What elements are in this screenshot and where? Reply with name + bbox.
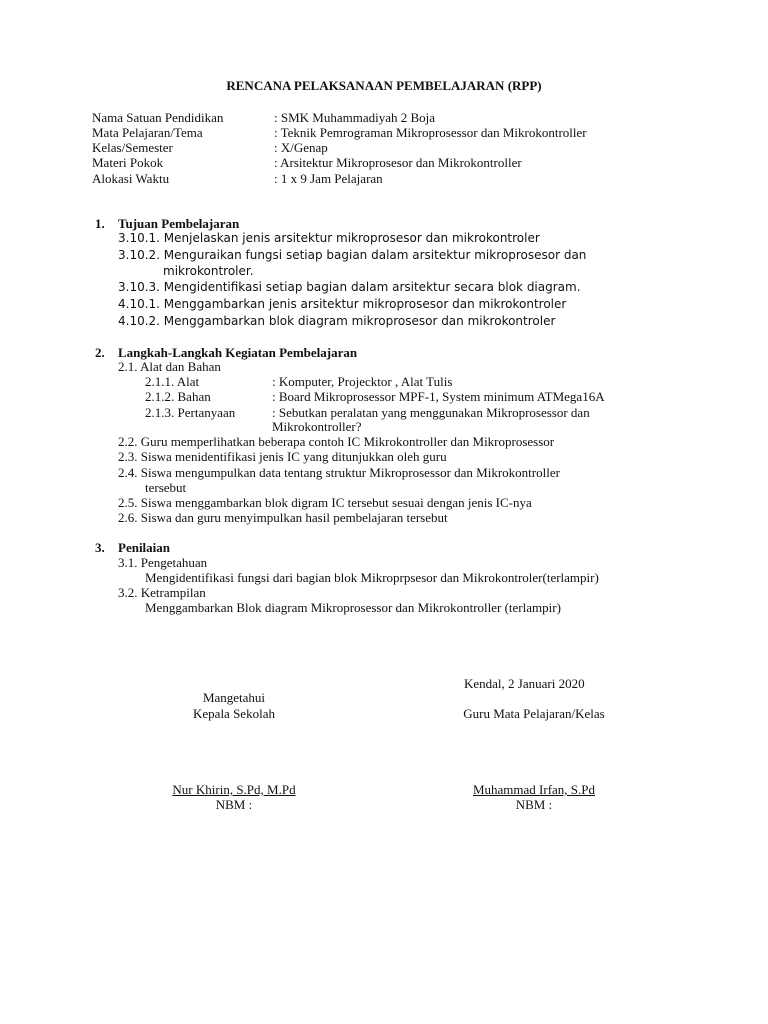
section-number: 2. bbox=[95, 345, 105, 360]
identity-value: : SMK Muhammadiyah 2 Boja bbox=[274, 110, 436, 125]
section-number: 1. bbox=[95, 216, 105, 231]
assessment-text: Menggambarkan Blok diagram Mikroprosessor dan Mikrokontroller (terlampir) bbox=[145, 600, 561, 615]
tool-value: : Komputer, Projecktor , Alat Tulis bbox=[272, 374, 453, 389]
objective-item-continued: mikrokontroler. bbox=[163, 264, 254, 278]
assessment-text: Mengidentifikasi fungsi dari bagian blok Mikroprpsesor dan Mikrokontroler(terlampir) bbox=[145, 570, 599, 585]
assessment-subtitle: 3.1. Pengetahuan bbox=[118, 555, 208, 570]
step-item: 2.6. Siswa dan guru menyimpulkan hasil pembelajaran tersebut bbox=[118, 510, 448, 525]
objective-item: 4.10.2. Menggambarkan blok diagram mikroprosesor dan mikrokontroler bbox=[118, 314, 556, 328]
left-role-title: Kepala Sekolah bbox=[193, 706, 275, 721]
objective-item: 3.10.1. Menjelaskan jenis arsitektur mikroprosesor dan mikrokontroler bbox=[118, 231, 540, 245]
identity-value: : X/Genap bbox=[274, 140, 328, 155]
left-signatory-name bbox=[134, 782, 334, 797]
question-value-continued: Mikrokontroller? bbox=[272, 419, 362, 434]
identity-label: Materi Pokok bbox=[92, 155, 164, 170]
section-number: 3. bbox=[95, 540, 105, 555]
step-item: 2.4. Siswa mengumpulkan data tentang struktur Mikroprosessor dan Mikrokontroller bbox=[118, 465, 560, 480]
right-name-text: Muhammad Irfan, S.Pd bbox=[472, 782, 596, 797]
identity-label: Nama Satuan Pendidikan bbox=[92, 110, 224, 125]
identity-value: : 1 x 9 Jam Pelajaran bbox=[274, 171, 383, 186]
material-value: : Board Mikroprosessor MPF-1, System minimum ATMega16A bbox=[272, 389, 605, 404]
objective-item: 3.10.2. Menguraikan fungsi setiap bagian dalam arsitektur mikroprosesor dan bbox=[118, 248, 587, 262]
objective-item: 3.10.3. Mengidentifikasi setiap bagian dalam arsitektur secara blok diagram. bbox=[118, 280, 581, 294]
identity-value: : Arsitektur Mikroprosesor dan Mikrokontroller bbox=[274, 155, 522, 170]
left-nbm: NBM : bbox=[215, 797, 253, 812]
identity-label: Mata Pelajaran/Tema bbox=[92, 125, 203, 140]
section-heading: Penilaian bbox=[118, 540, 171, 555]
identity-label: Alokasi Waktu bbox=[92, 171, 170, 186]
subsection-title: 2.1. Alat dan Bahan bbox=[118, 359, 221, 374]
right-nbm: NBM : bbox=[515, 797, 553, 812]
step-item: 2.2. Guru memperlihatkan beberapa contoh IC Mikrokontroller dan Mikroprosessor bbox=[118, 434, 555, 449]
step-item: 2.5. Siswa menggambarkan blok digram IC tersebut sesuai dengan jenis IC-nya bbox=[118, 495, 532, 510]
section-heading: Tujuan Pembelajaran bbox=[118, 216, 240, 231]
identity-label: Kelas/Semester bbox=[92, 140, 173, 155]
left-name-text: Nur Khirin, S.Pd, M.Pd bbox=[172, 782, 296, 797]
material-label: 2.1.2. Bahan bbox=[145, 389, 211, 404]
right-signatory-name bbox=[434, 782, 634, 797]
identity-value: : Teknik Pemrograman Mikroprosessor dan Mikrokontroller bbox=[274, 125, 587, 140]
right-role-title: Guru Mata Pelajaran/Kelas bbox=[463, 706, 605, 721]
step-item: 2.3. Siswa menidentifikasi jenis IC yang ditunjukkan oleh guru bbox=[118, 449, 447, 464]
document-title: RENCANA PELAKSANAAN PEMBELAJARAN (RPP) bbox=[226, 78, 542, 93]
section-heading: Langkah-Langkah Kegiatan Pembelajaran bbox=[118, 345, 358, 360]
question-label: 2.1.3. Pertanyaan bbox=[145, 405, 236, 420]
tool-label: 2.1.1. Alat bbox=[145, 374, 200, 389]
place-date: Kendal, 2 Januari 2020 bbox=[464, 676, 585, 691]
left-role: Mangetahui bbox=[202, 690, 266, 705]
step-item-continued: tersebut bbox=[145, 480, 187, 495]
assessment-subtitle: 3.2. Ketrampilan bbox=[118, 585, 206, 600]
question-value: : Sebutkan peralatan yang menggunakan Mikroprosessor dan bbox=[272, 405, 590, 420]
objective-item: 4.10.1. Menggambarkan jenis arsitektur mikroprosesor dan mikrokontroler bbox=[118, 297, 567, 311]
